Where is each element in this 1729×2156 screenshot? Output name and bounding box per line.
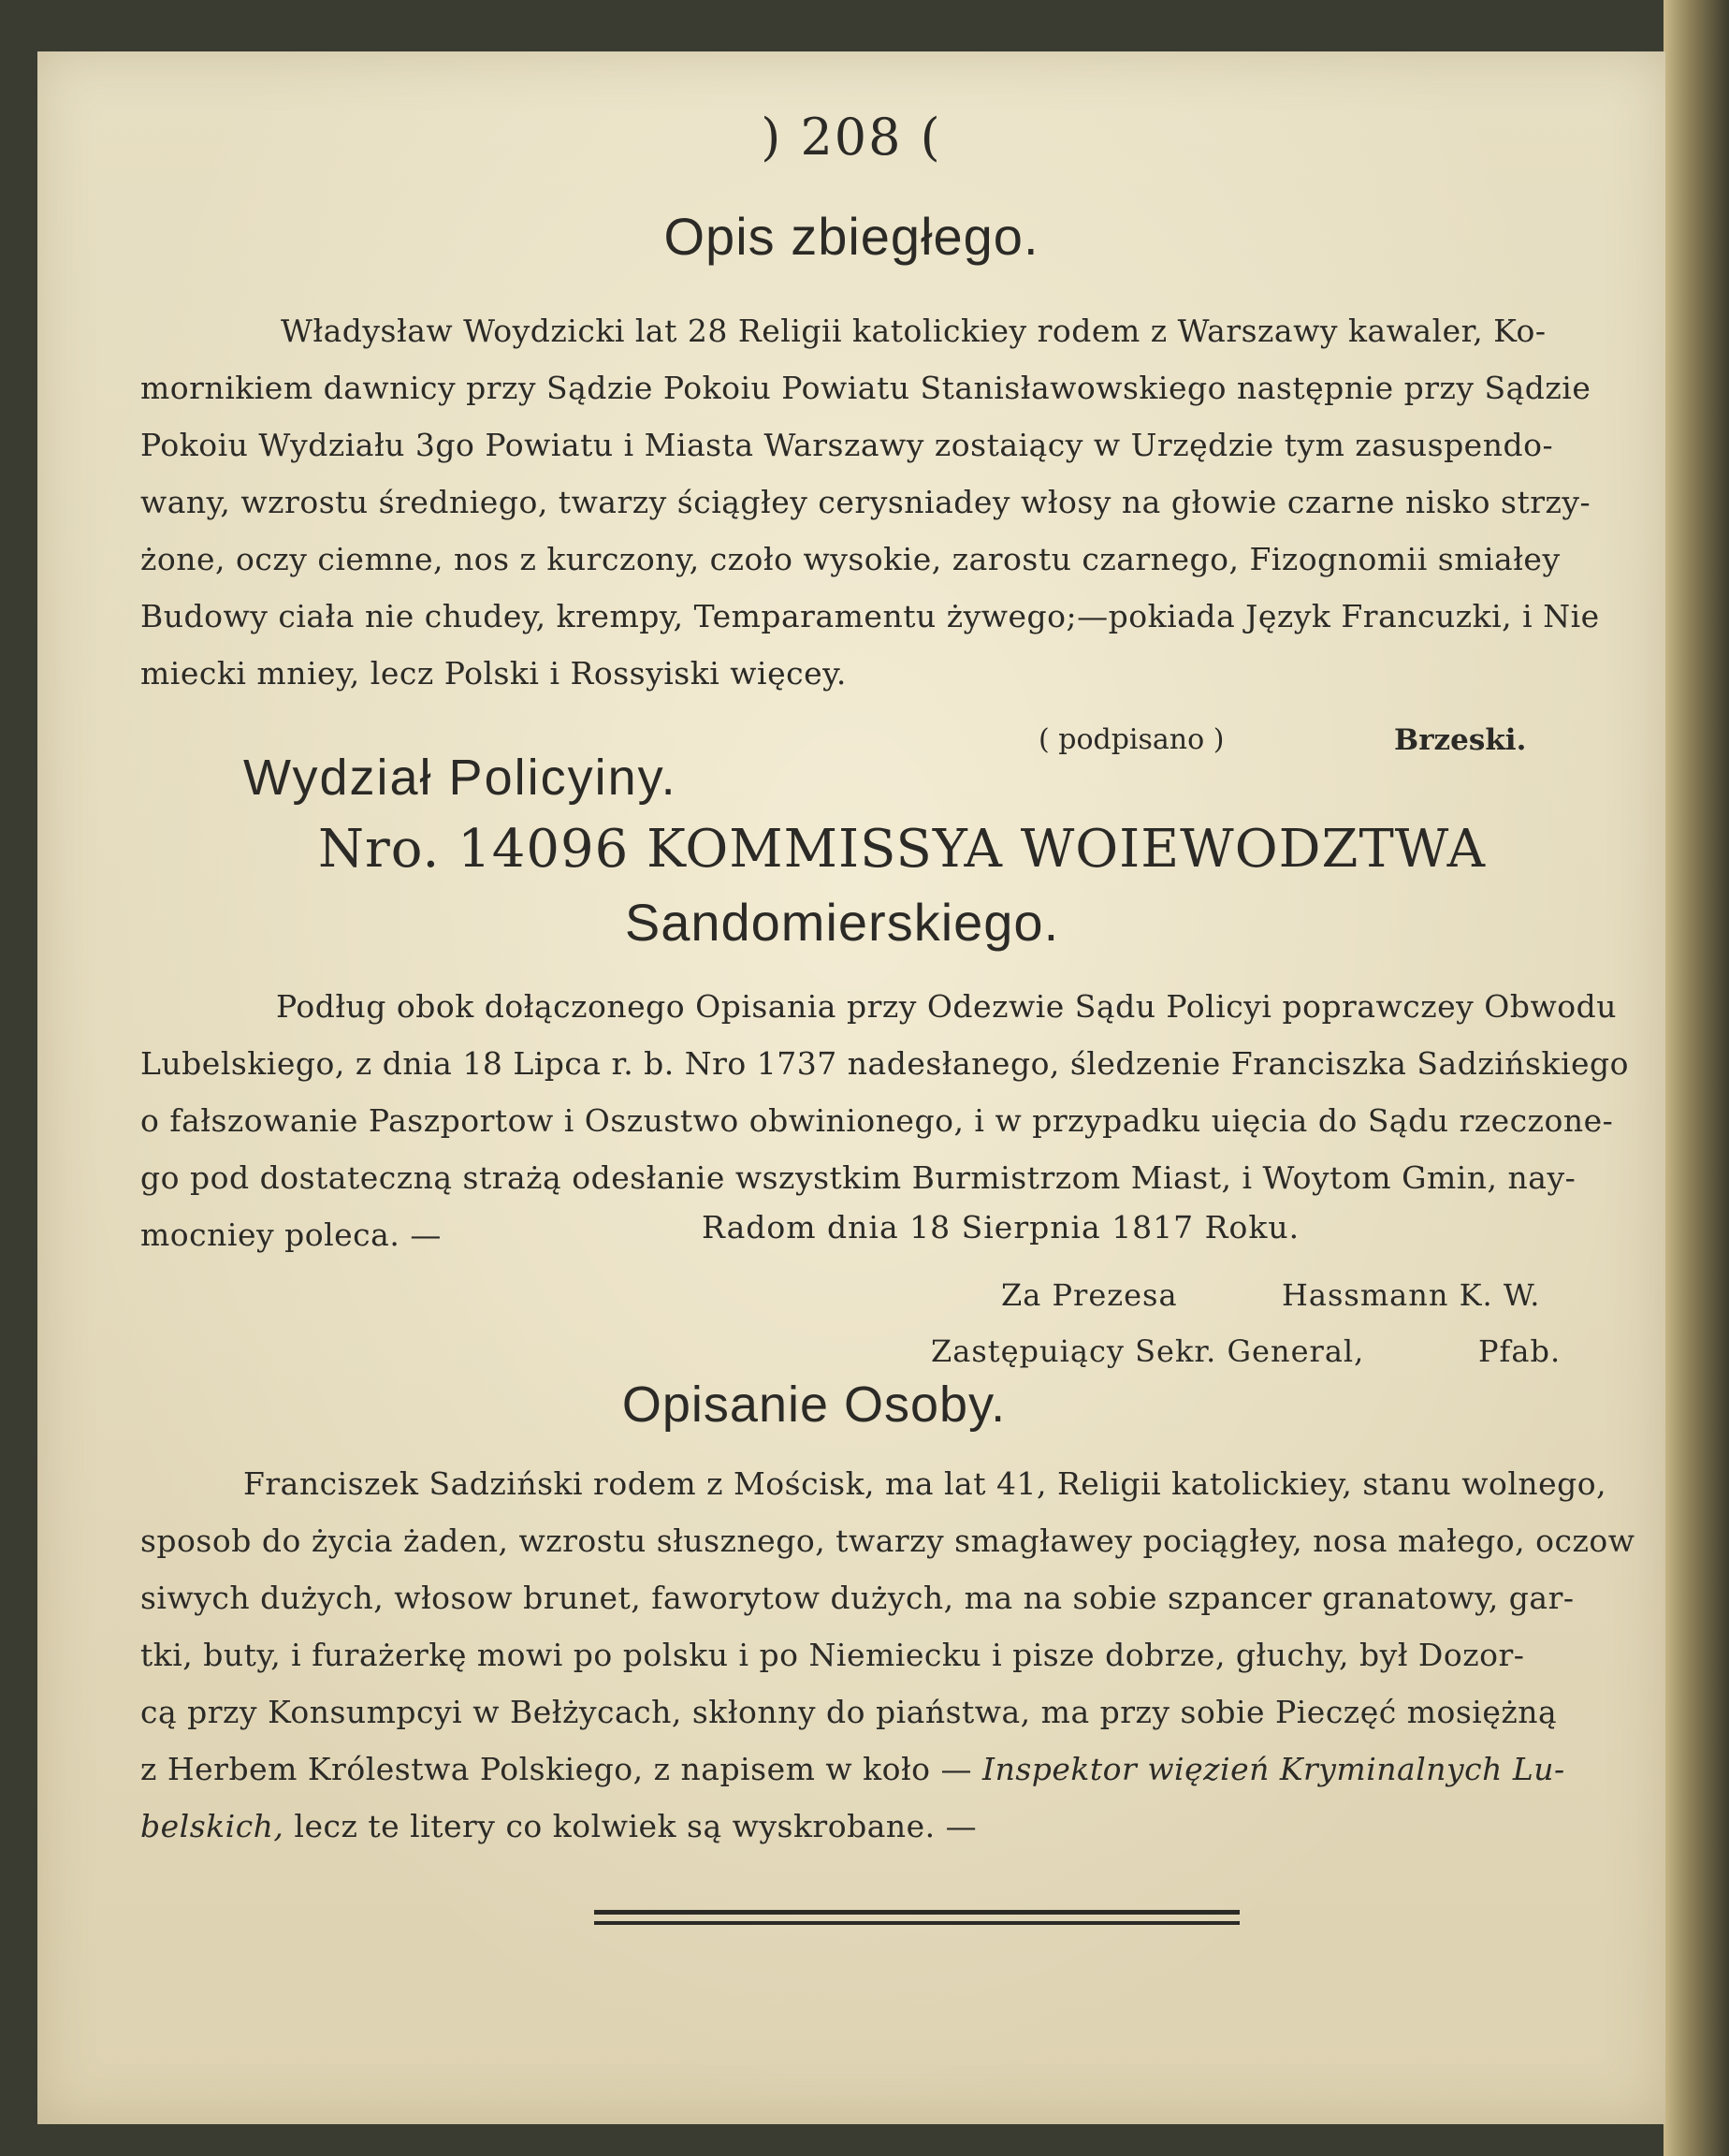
text-line: Podług obok dołączonego Opisania przy Odezwie Sądu Policyi poprawczey Obwodu <box>276 988 1617 1025</box>
commission-heading: Nro. 14096 KOMMISSYA WOIEWODZTWA <box>318 819 1487 880</box>
ornamental-rule <box>594 1910 1240 1925</box>
department-name: Wydział Policyiny. <box>243 750 677 806</box>
signature-role: Za Prezesa <box>1001 1277 1178 1313</box>
text-line: mornikiem dawnicy przy Sądzie Pokoiu Powiatu Stanisławowskiego następnie przy Sądzie <box>140 370 1591 406</box>
text-line: żone, oczy ciemne, nos z kurczony, czoło wysokie, zarostu czarnego, Fizognomii smiałey <box>140 541 1561 577</box>
section-title-opisanie-osoby: Opisanie Osoby. <box>621 1377 1007 1433</box>
text-line: cą przy Konsumpcyi w Bełżycach, skłonny do piaństwa, ma przy sobie Pieczęć mosiężną <box>140 1694 1558 1730</box>
signatory-name: Brzeski. <box>1394 723 1527 757</box>
text-line: Władysław Woydzicki lat 28 Religii katolickiey rodem z Warszawy kawaler, Ko- <box>281 313 1547 349</box>
inscription-text: Inspektor więzień Kryminalnych Lu- <box>982 1751 1565 1787</box>
text-line: go pod dostateczną strażą odesłanie wszystkim Burmistrzom Miast, i Woytom Gmin, nay- <box>140 1159 1576 1196</box>
inscription-text: belskich, <box>140 1808 284 1844</box>
text-line: Lubelskiego, z dnia 18 Lipca r. b. Nro 1737 nadesłanego, śledzenie Franciszka Sadzińskiego <box>140 1045 1630 1082</box>
commission-heading-region: Sandomierskiego. <box>624 893 1060 952</box>
text-line: siwych dużych, włosow brunet, faworytow dużych, ma na sobie szpancer granatowy, gar- <box>140 1580 1575 1616</box>
text-line: Budowy ciała nie chudey, krempy, Temparamentu żywego;—pokiada Język Francuzki, i Nie <box>140 598 1600 634</box>
text-line <box>140 1741 1693 1798</box>
text-line: wany, wzrostu średniego, twarzy ściągłey cerysniadey włosy na głowie czarne nisko strzy- <box>140 484 1591 520</box>
fugitive-description <box>140 302 1693 702</box>
date-place: Radom dnia 18 Sierpnia 1817 Roku. <box>702 1209 1300 1246</box>
text-line: mocniey poleca. — <box>140 1216 442 1253</box>
signature-name: Hassmann K. W. <box>1282 1277 1541 1313</box>
signed-note: ( podpisano ) <box>1039 723 1225 756</box>
text-line <box>140 1798 1693 1855</box>
text-line: o fałszowanie Paszportow i Oszustwo obwinionego, i w przypadku uięcia do Sądu rzeczone- <box>140 1102 1614 1139</box>
signature-role: Zastępuiący Sekr. General, <box>931 1333 1365 1369</box>
section-title-opis-zbieglego: Opis zbiegłego. <box>663 207 1039 266</box>
person-description <box>140 1455 1693 1855</box>
text-segment: lecz te litery co kolwiek są wyskrobane. — <box>283 1808 978 1844</box>
signature-name: Pfab. <box>1478 1333 1562 1369</box>
text-line: Pokoiu Wydziału 3go Powiatu i Miasta Warszawy zostaiący w Urzędzie tym zasuspendo- <box>140 427 1554 463</box>
text-line: sposob do życia żaden, wzrostu słusznego, twarzy smagławey pociągłey, nosa małego, oczow <box>140 1522 1635 1559</box>
text-line: miecki mniey, lecz Polski i Rossyiski więcey. <box>140 655 847 692</box>
document-page <box>37 51 1665 2124</box>
page-number: ) 208 ( <box>761 108 942 167</box>
text-segment: z Herbem Królestwa Polskiego, z napisem w koło — <box>140 1751 973 1787</box>
text-line: Franciszek Sadziński rodem z Mościsk, ma lat 41, Religii katolickiey, stanu wolnego, <box>243 1465 1607 1502</box>
text-line: tki, buty, i furażerkę mowi po polsku i po Niemiecku i pisze dobrze, głuchy, był Dozor- <box>140 1637 1525 1673</box>
